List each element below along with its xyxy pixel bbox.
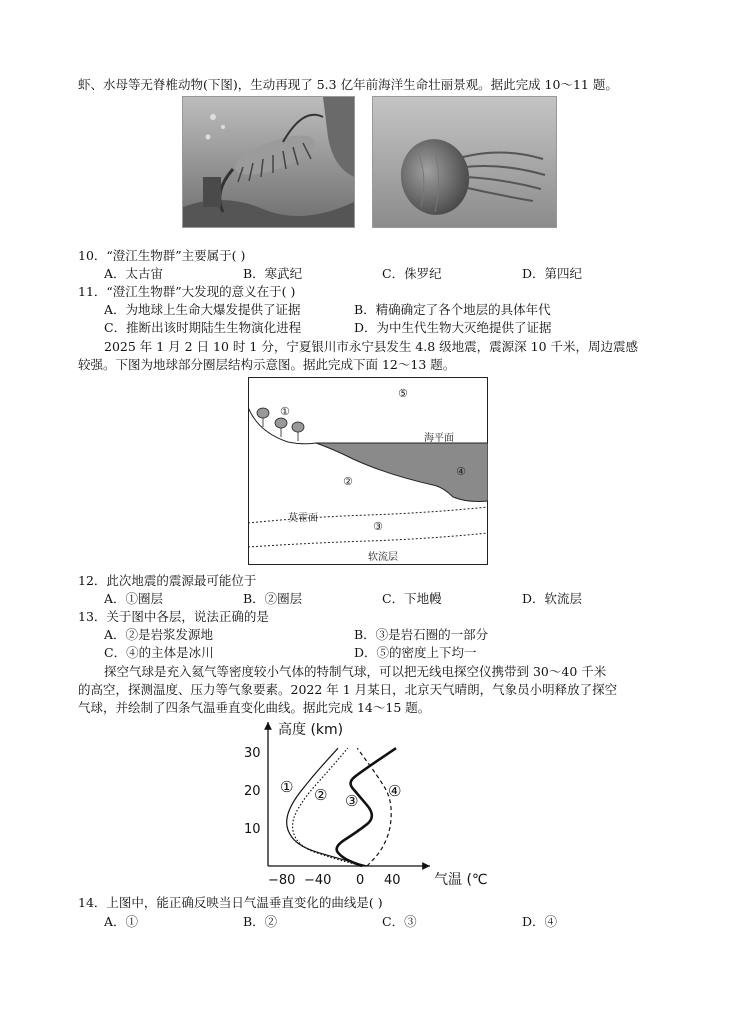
asthenosphere-label: 软流层 xyxy=(368,552,398,563)
q10-option-b[interactable]: B．寒武纪 xyxy=(243,266,303,281)
q14-option-c[interactable]: C．③ xyxy=(382,914,417,929)
layer-label-2: ② xyxy=(343,475,353,488)
x-tick-neg40: −40 xyxy=(304,873,332,888)
q14-option-d[interactable]: D．④ xyxy=(522,914,558,929)
q13-option-d[interactable]: D．⑤的密度上下均一 xyxy=(354,645,477,660)
layer-label-5: ⑤ xyxy=(398,387,408,400)
sea-level-label: 海平面 xyxy=(424,433,454,444)
q12-option-a[interactable]: A．①圈层 xyxy=(104,591,164,606)
q14-option-a[interactable]: A．① xyxy=(104,914,139,929)
layer-label-3: ③ xyxy=(373,520,383,533)
q13-option-b[interactable]: B．③是岩石圈的一部分 xyxy=(354,627,489,642)
q14-option-b[interactable]: B．② xyxy=(243,914,278,929)
quake-passage-line-2: 较强。下图为地球部分圈层结构示意图。据此完成下面 12～13 题。 xyxy=(78,357,456,372)
q10-option-c[interactable]: C．侏罗纪 xyxy=(382,266,442,281)
x-tick-neg80: −80 xyxy=(268,873,296,888)
intro-text: 虾、水母等无脊椎动物(下图)，生动再现了 5.3 亿年前海洋生命壮丽景观。据此完成 10～11 题。 xyxy=(78,77,618,92)
q13-option-a[interactable]: A．②是岩浆发源地 xyxy=(104,627,214,642)
balloon-passage-line-3: 气球，并绘制了四条气温垂直变化曲线。据此完成 14～15 题。 xyxy=(78,700,431,715)
question-10-stem: 10．“澄江生物群”主要属于( ) xyxy=(78,248,246,263)
jellyfish-image xyxy=(372,96,557,228)
question-13-stem: 13．关于图中各层，说法正确的是 xyxy=(78,609,269,624)
curve-label-4: ④ xyxy=(388,782,402,800)
q12-option-b[interactable]: B．②圈层 xyxy=(243,591,303,606)
moho-label: 莫霍面 xyxy=(288,513,318,524)
temperature-curve-4 xyxy=(357,748,391,866)
q11-option-b[interactable]: B．精确确定了各个地层的具体年代 xyxy=(354,302,551,317)
layer-label-4: ④ xyxy=(456,465,466,478)
curve-label-1: ① xyxy=(280,778,294,796)
y-tick-20: 20 xyxy=(244,784,261,799)
q10-option-d[interactable]: D．第四纪 xyxy=(522,266,583,281)
x-axis-label: 气温 (℃) xyxy=(434,872,488,888)
y-tick-10: 10 xyxy=(244,822,261,837)
q11-option-c[interactable]: C．推断出该时期陆生生物演化进程 xyxy=(104,320,302,335)
earth-layer-diagram xyxy=(248,377,488,565)
question-12-stem: 12．此次地震的震源最可能位于 xyxy=(78,573,257,588)
q12-option-d[interactable]: D．软流层 xyxy=(522,591,583,606)
layer-label-1: ① xyxy=(280,405,290,418)
quake-passage-line-1: 2025 年 1 月 2 日 10 时 1 分，宁夏银川市永宁县发生 4.8 级地震，震源深 10 千米，周边震感 xyxy=(104,339,639,354)
q11-option-a[interactable]: A．为地球上生命大爆发提供了证据 xyxy=(104,302,301,317)
fossil-creature-image xyxy=(182,96,355,228)
q10-option-a[interactable]: A．太古宙 xyxy=(104,266,164,281)
balloon-passage-line-1: 探空气球是充入氦气等密度较小气体的特制气球，可以把无线电探空仪携带到 30～40 千米 xyxy=(104,664,607,679)
y-axis-label: 高度 (km) xyxy=(278,722,344,738)
balloon-passage-line-2: 的高空，探测温度、压力等气象要素。2022 年 1 月某日，北京天气晴朗，气象员小明释放了探空 xyxy=(78,682,618,697)
question-11-stem: 11．“澄江生物群”大发现的意义在于( ) xyxy=(78,284,296,299)
y-tick-30: 30 xyxy=(244,746,261,761)
curve-label-2: ② xyxy=(314,786,328,804)
q11-option-d[interactable]: D．为中生代生物大灭绝提供了证据 xyxy=(354,320,552,335)
curve-label-3: ③ xyxy=(345,792,359,810)
temperature-altitude-chart xyxy=(238,716,488,892)
q13-option-c[interactable]: C．④的主体是冰川 xyxy=(104,645,214,660)
x-tick-0: 0 xyxy=(356,873,365,888)
question-14-stem: 14．上图中，能正确反映当日气温垂直变化的曲线是( ) xyxy=(78,895,383,910)
x-tick-40: 40 xyxy=(384,873,401,888)
q12-option-c[interactable]: C．下地幔 xyxy=(382,591,442,606)
